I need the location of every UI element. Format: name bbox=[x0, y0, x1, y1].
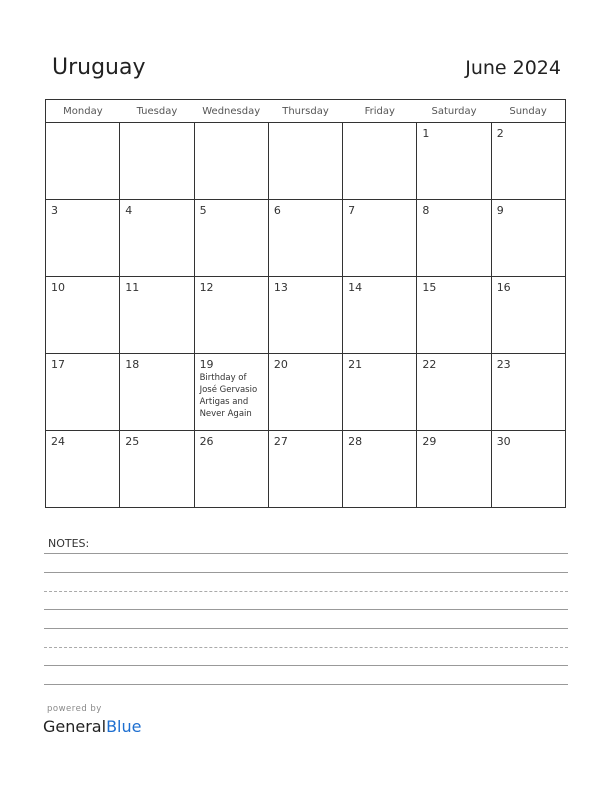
weekday-header: Friday bbox=[343, 100, 417, 123]
day-number: 13 bbox=[273, 281, 288, 294]
day-cell[interactable] bbox=[194, 354, 268, 431]
day-number: 8 bbox=[422, 204, 430, 217]
note-line bbox=[44, 609, 568, 610]
weekday-header-row bbox=[46, 100, 566, 123]
note-line bbox=[44, 572, 568, 573]
day-number bbox=[343, 123, 416, 127]
week-row bbox=[46, 431, 566, 508]
day-number: 16 bbox=[496, 281, 511, 294]
day-cell[interactable] bbox=[268, 277, 342, 354]
notes-label: NOTES: bbox=[48, 537, 90, 550]
day-cell[interactable] bbox=[343, 277, 417, 354]
day-cell[interactable] bbox=[417, 123, 491, 200]
day-cell[interactable] bbox=[120, 431, 194, 508]
week-row bbox=[46, 354, 566, 431]
day-number bbox=[120, 123, 193, 127]
brand-general: General bbox=[43, 717, 107, 736]
day-number: 22 bbox=[422, 358, 437, 371]
calendar-grid bbox=[45, 99, 566, 508]
day-number bbox=[269, 123, 342, 127]
day-cell[interactable] bbox=[343, 354, 417, 431]
day-cell[interactable] bbox=[268, 123, 342, 200]
weekday-header: Wednesday bbox=[194, 100, 268, 123]
day-number: 19 bbox=[199, 358, 214, 371]
day-number: 29 bbox=[422, 435, 437, 448]
day-number: 4 bbox=[125, 204, 133, 217]
generalblue-logo[interactable] bbox=[43, 717, 141, 736]
day-cell[interactable] bbox=[194, 200, 268, 277]
day-cell[interactable] bbox=[46, 277, 120, 354]
day-number: 27 bbox=[273, 435, 288, 448]
brand-blue: Blue bbox=[106, 717, 142, 736]
day-number: 7 bbox=[348, 204, 356, 217]
day-cell[interactable] bbox=[46, 354, 120, 431]
note-line bbox=[44, 591, 568, 592]
weekday-header: Saturday bbox=[417, 100, 491, 123]
day-cell[interactable] bbox=[46, 431, 120, 508]
day-number: 15 bbox=[422, 281, 437, 294]
weekday-header: Tuesday bbox=[120, 100, 194, 123]
weekday-header: Thursday bbox=[268, 100, 342, 123]
day-number: 30 bbox=[496, 435, 511, 448]
day-cell[interactable] bbox=[120, 123, 194, 200]
day-cell[interactable] bbox=[194, 431, 268, 508]
day-cell[interactable] bbox=[343, 123, 417, 200]
note-line bbox=[44, 665, 568, 666]
day-number: 14 bbox=[348, 281, 363, 294]
day-cell[interactable] bbox=[417, 354, 491, 431]
day-cell[interactable] bbox=[417, 431, 491, 508]
day-number: 23 bbox=[496, 358, 511, 371]
day-number: 9 bbox=[496, 204, 504, 217]
day-cell[interactable] bbox=[194, 277, 268, 354]
day-number: 12 bbox=[199, 281, 214, 294]
day-number: 21 bbox=[348, 358, 363, 371]
day-number: 28 bbox=[348, 435, 363, 448]
day-number: 26 bbox=[199, 435, 214, 448]
day-cell[interactable] bbox=[491, 431, 565, 508]
day-cell[interactable] bbox=[268, 431, 342, 508]
month-year-title: June 2024 bbox=[465, 57, 561, 79]
week-row bbox=[46, 123, 566, 200]
day-number: 10 bbox=[51, 281, 65, 294]
day-number: 25 bbox=[125, 435, 140, 448]
day-cell[interactable] bbox=[343, 431, 417, 508]
day-number: 17 bbox=[51, 358, 65, 371]
note-line bbox=[44, 647, 568, 648]
holiday-label: Birthday of José Gervasio Artigas and Never Again bbox=[199, 373, 258, 419]
week-row bbox=[46, 200, 566, 277]
day-cell[interactable] bbox=[46, 123, 120, 200]
day-cell[interactable] bbox=[46, 200, 120, 277]
day-cell[interactable] bbox=[343, 200, 417, 277]
day-number: 18 bbox=[125, 358, 140, 371]
day-cell[interactable] bbox=[194, 123, 268, 200]
day-number: 1 bbox=[422, 127, 430, 140]
powered-by-text: powered by bbox=[47, 704, 102, 714]
day-number bbox=[195, 123, 268, 127]
day-cell[interactable] bbox=[491, 123, 565, 200]
day-number: 5 bbox=[199, 204, 207, 217]
day-cell[interactable] bbox=[120, 277, 194, 354]
day-number: 20 bbox=[273, 358, 288, 371]
day-number: 11 bbox=[125, 281, 140, 294]
day-cell[interactable] bbox=[268, 200, 342, 277]
day-cell[interactable] bbox=[120, 200, 194, 277]
note-line bbox=[44, 628, 568, 629]
day-cell[interactable] bbox=[120, 354, 194, 431]
note-line bbox=[44, 684, 568, 685]
week-row bbox=[46, 277, 566, 354]
day-number: 2 bbox=[496, 127, 504, 140]
country-title: Uruguay bbox=[52, 55, 146, 80]
day-cell[interactable] bbox=[417, 277, 491, 354]
weekday-header: Sunday bbox=[491, 100, 565, 123]
note-line bbox=[44, 553, 568, 554]
day-number bbox=[46, 123, 119, 127]
day-cell[interactable] bbox=[268, 354, 342, 431]
day-cell[interactable] bbox=[491, 277, 565, 354]
day-cell[interactable] bbox=[417, 200, 491, 277]
day-cell[interactable] bbox=[491, 354, 565, 431]
day-cell[interactable] bbox=[491, 200, 565, 277]
day-number: 6 bbox=[273, 204, 281, 217]
day-number: 3 bbox=[51, 204, 58, 217]
weekday-header: Monday bbox=[46, 100, 120, 123]
day-number: 24 bbox=[51, 435, 65, 448]
